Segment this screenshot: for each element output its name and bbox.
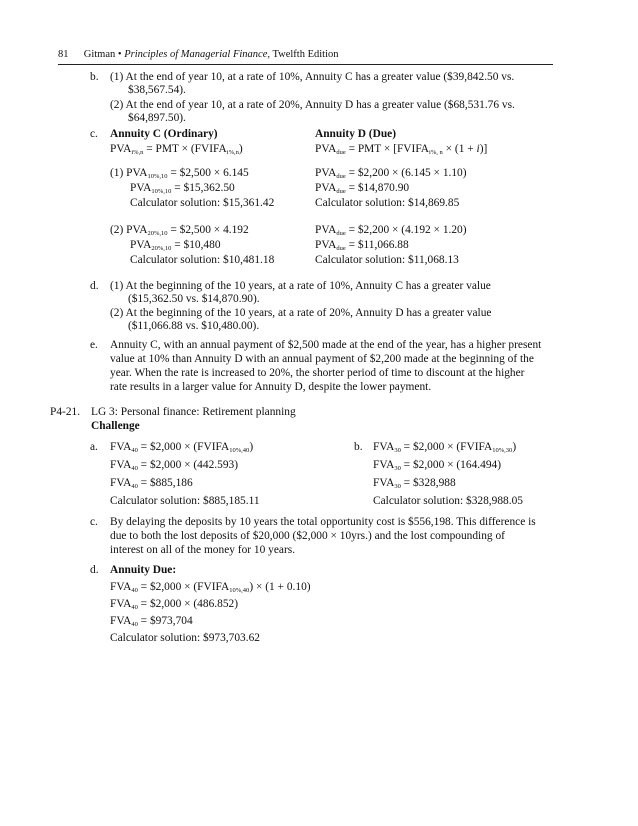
part-e-line-2: value at 10% than Annuity D with an annual payment of $2,200 made at the beginning of the — [110, 353, 534, 365]
part-b-line-2b: $64,897.50). — [128, 112, 186, 124]
c1-line-1: (1) $PVA_{10\%,10}$ = $2,500 × 6.145 — [110, 167, 249, 180]
part-b-line-1: (1) At the end of year 10, at a rate of 10%, Annuity C has a greater value ($39,842.50 vs. — [110, 71, 515, 83]
page-number: 81 — [58, 49, 69, 60]
c2-line-2: $PVA_{20\%,10}$ = $10,480 — [130, 239, 221, 252]
c2-calculator: Calculator solution: $10,481.18 — [130, 254, 275, 266]
p21-d-title: Annuity Due: — [110, 564, 177, 576]
annuity-c-formula: $PVA_{i\%,n}$ = PMT × $(FVIFA_{i\%,n})$ — [110, 143, 243, 156]
p21-b-label: b. — [354, 441, 363, 453]
header-author: Gitman — [83, 49, 116, 60]
d2-line-2: $PVA_{due}$ = $11,066.88 — [315, 239, 409, 252]
p21-d-calculator: Calculator solution: $973,703.62 — [110, 632, 260, 644]
d1-calculator: Calculator solution: $14,869.85 — [315, 197, 460, 209]
part-b-label: b. — [90, 71, 99, 83]
annuity-d-heading: Annuity D (Due) — [315, 128, 397, 140]
annuity-d-formula: $PVA_{due}$ = PMT × $[FVIFA_{i\%, n} \times (1 + i)]$ — [315, 143, 488, 156]
p21-c-label: c. — [90, 516, 98, 528]
p21-a-line-3: $FVA_{40}$ = $885,186 — [110, 477, 193, 490]
p21-b-line-2: $FVA_{30}$ = $2,000 × (164.494) — [373, 459, 501, 472]
part-d-line-1: (1) At the beginning of the 10 years, at a rate of 10%, Annuity C has a greater value — [110, 280, 491, 292]
part-d-line-1b: ($15,362.50 vs. $14,870.90). — [128, 293, 260, 305]
d2-line-1: $PVA_{due}$ = $2,200 × (4.192 × 1.20) — [315, 224, 467, 237]
p21-a-line-2: $FVA_{40}$ = $2,000 × (442.593) — [110, 459, 238, 472]
part-d-label: d. — [90, 280, 99, 292]
p21-c-line-2: due to both the lost deposits of $20,000 ($2,000 × 10yrs.) and the lost compounding of — [110, 530, 505, 542]
annuity-c-heading: Annuity C (Ordinary) — [110, 128, 218, 140]
header-edition: Twelfth Edition — [272, 49, 339, 60]
p21-b-line-1: $FVA_{30}$ = $2,000 × $(FVIFA_{10\%,30})$ — [373, 441, 517, 454]
c2-line-1: (2) $PVA_{20\%,10}$ = $2,500 × 4.192 — [110, 224, 249, 237]
p21-a-calculator: Calculator solution: $885,185.11 — [110, 495, 260, 507]
part-e-line-1: Annuity C, with an annual payment of $2,500 made at the end of the year, has a higher present — [110, 339, 542, 351]
problem-level: Challenge — [91, 420, 140, 432]
part-e-line-4: rate results in a larger value for Annuity D, despite the lower payment. — [110, 381, 432, 393]
part-c-label: c. — [90, 128, 98, 140]
part-e-line-3: year. When the rate is increased to 20%, the shorter period of time to discount at the higher — [110, 367, 525, 379]
part-d-line-2: (2) At the beginning of the 10 years, at a rate of 20%, Annuity D has a greater value — [110, 307, 492, 319]
c1-line-2: $PVA_{10\%,10}$ = $15,362.50 — [130, 182, 235, 195]
c1-calculator: Calculator solution: $15,361.42 — [130, 197, 275, 209]
p21-d-line-1: $FVA_{40}$ = $2,000 × $(FVIFA_{10\%,40}) \times (1 + 0.10)$ — [110, 581, 311, 594]
p21-b-calculator: Calculator solution: $328,988.05 — [373, 495, 523, 507]
d1-line-2: $PVA_{due}$ = $14,870.90 — [315, 182, 410, 195]
part-e-label: e. — [90, 339, 98, 351]
problem-number: P4-21. — [50, 406, 81, 418]
p21-d-label: d. — [90, 564, 99, 576]
header-book-title: Principles of Managerial Finance, — [124, 49, 270, 60]
p21-c-line-1: By delaying the deposits by 10 years the total opportunity cost is $556,198. This difference is — [110, 516, 536, 528]
part-d-line-2b: ($11,066.88 vs. $10,480.00). — [128, 320, 260, 332]
d1-line-1: $PVA_{due}$ = $2,200 × (6.145 × 1.10) — [315, 167, 467, 180]
p21-d-line-2: $FVA_{40}$ = $2,000 × (486.852) — [110, 598, 238, 611]
running-header — [58, 48, 338, 62]
problem-title: LG 3: Personal finance: Retirement planning — [91, 406, 296, 418]
header-bullet: • — [117, 49, 122, 60]
p21-a-line-1: $FVA_{40}$ = $2,000 × $(FVIFA_{10\%,40})$ — [110, 441, 254, 454]
p21-d-line-3: $FVA_{40}$ = $973,704 — [110, 615, 193, 628]
p21-b-line-3: $FVA_{30}$ = $328,988 — [373, 477, 456, 490]
part-b-line-1b: $38,567.54). — [128, 84, 186, 96]
p21-a-label: a. — [90, 441, 98, 453]
d2-calculator: Calculator solution: $11,068.13 — [315, 254, 459, 266]
p21-c-line-3: interest on all of the money for 10 years. — [110, 544, 296, 556]
header-rule — [58, 64, 553, 65]
part-b-line-2: (2) At the end of year 10, at a rate of 20%, Annuity D has a greater value ($68,531.76 vs. — [110, 99, 515, 111]
